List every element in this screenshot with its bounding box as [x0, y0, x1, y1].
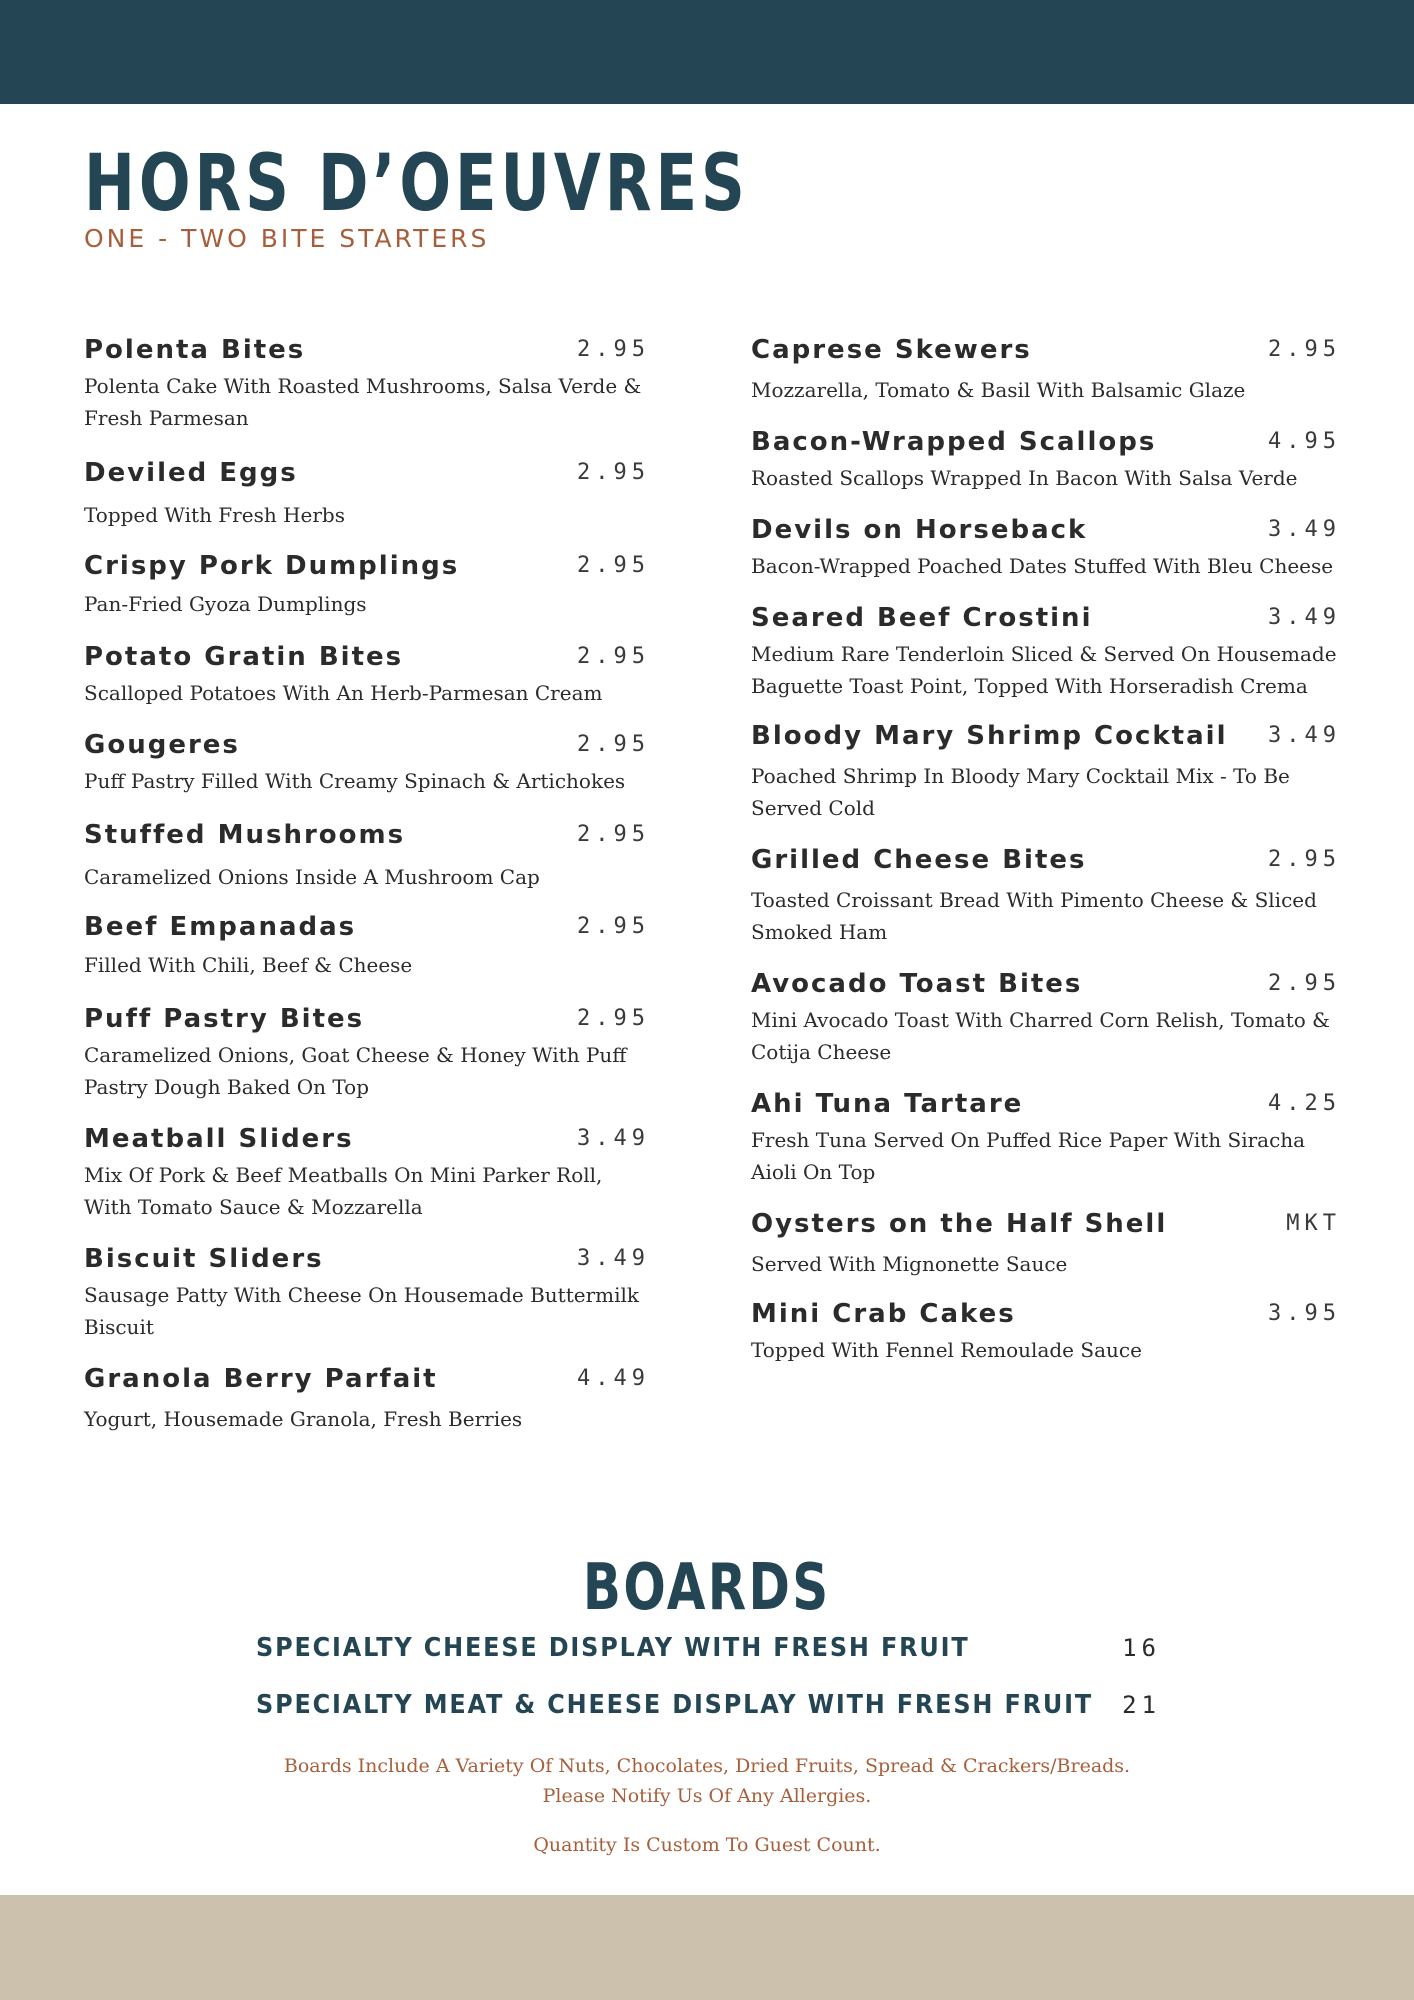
item-description: Pan-Fried Gyoza Dumplings	[84, 592, 367, 616]
item-price: 4.49	[577, 1366, 650, 1391]
item-price: 3.49	[577, 1126, 650, 1151]
item-name: Oysters on the Half Shell	[751, 1209, 1168, 1239]
menu-item	[751, 1206, 1341, 1280]
item-price: 3.49	[577, 1246, 650, 1271]
top-banner	[0, 0, 1414, 104]
right-menu-column	[751, 332, 1341, 1366]
item-name: Bacon-Wrapped Scallops	[751, 427, 1157, 457]
boards-heading-text: BOARDS	[583, 1551, 831, 1625]
item-price: 2.95	[577, 1006, 650, 1031]
item-description: Sausage Patty With Cheese On Housemade Buttermilk Biscuit	[84, 1283, 639, 1339]
item-description: Served With Mignonette Sauce	[751, 1252, 1068, 1276]
item-price: 2.95	[1268, 971, 1341, 996]
item-name: Devils on Horseback	[751, 515, 1088, 545]
item-description: Mozzarella, Tomato & Basil With Balsamic Glaze	[751, 378, 1246, 402]
menu-item	[751, 332, 1341, 406]
item-price: 3.95	[1268, 1301, 1341, 1326]
menu-item	[751, 842, 1341, 948]
item-description: Puff Pastry Filled With Creamy Spinach & Artichokes	[84, 769, 626, 793]
menu-item	[84, 1241, 650, 1343]
menu-item	[84, 1001, 650, 1103]
page-title: HORS D’OEUVRES	[84, 139, 749, 229]
menu-item	[751, 966, 1341, 1068]
menu-item	[751, 1296, 1341, 1366]
board-item	[256, 1628, 1161, 1668]
menu-item	[751, 424, 1341, 494]
item-name: Stuffed Mushrooms	[84, 820, 406, 850]
item-description: Polenta Cake With Roasted Mushrooms, Salsa Verde & Fresh Parmesan	[84, 374, 642, 430]
item-description: Yogurt, Housemade Granola, Fresh Berries	[84, 1407, 523, 1431]
item-name: Granola Berry Parfait	[84, 1364, 438, 1394]
item-name: Biscuit Sliders	[84, 1244, 324, 1274]
item-description: Topped With Fennel Remoulade Sauce	[751, 1338, 1142, 1362]
menu-item	[84, 817, 650, 893]
item-description: Poached Shrimp In Bloody Mary Cocktail Mix - To Be Served Cold	[751, 764, 1290, 820]
menu-header	[84, 140, 984, 253]
item-price: 2.95	[577, 732, 650, 757]
menu-item	[84, 727, 650, 797]
item-name: Meatball Sliders	[84, 1124, 354, 1154]
menu-item	[751, 512, 1341, 582]
allergy-note: Please Notify Us Of Any Allergies.	[542, 1785, 872, 1807]
item-price: 2.95	[577, 460, 650, 485]
bottom-banner	[0, 1895, 1414, 2000]
item-price: 4.25	[1268, 1091, 1341, 1116]
left-menu-column	[84, 332, 650, 1435]
item-name: Polenta Bites	[84, 335, 306, 365]
board-price: 16	[1122, 1634, 1161, 1662]
menu-item	[84, 639, 650, 709]
menu-item	[751, 1086, 1341, 1188]
menu-item	[84, 548, 650, 620]
item-name: Beef Empanadas	[84, 912, 357, 942]
item-price: 3.49	[1268, 723, 1341, 748]
board-item	[256, 1685, 1161, 1725]
item-price: 2.95	[577, 553, 650, 578]
item-description: Mini Avocado Toast With Charred Corn Relish, Tomato & Cotija Cheese	[751, 1008, 1330, 1064]
item-description: Caramelized Onions Inside A Mushroom Cap	[84, 865, 540, 889]
item-description: Roasted Scallops Wrapped In Bacon With Salsa Verde	[751, 466, 1298, 490]
quantity-note: Quantity Is Custom To Guest Count.	[533, 1834, 881, 1856]
menu-item	[84, 455, 650, 531]
item-description: Filled With Chili, Beef & Cheese	[84, 953, 413, 977]
item-name: Gougeres	[84, 730, 240, 760]
item-name: Puff Pastry Bites	[84, 1004, 365, 1034]
item-description: Caramelized Onions, Goat Cheese & Honey With Puff Pastry Dough Baked On Top	[84, 1043, 627, 1099]
boards-note-line: Boards Include A Variety Of Nuts, Chocolates, Dried Fruits, Spread & Crackers/Breads.	[283, 1755, 1131, 1777]
item-description: Fresh Tuna Served On Puffed Rice Paper With Siracha Aioli On Top	[751, 1128, 1306, 1184]
item-name: Grilled Cheese Bites	[751, 845, 1087, 875]
item-price: 3.49	[1268, 517, 1341, 542]
item-name: Caprese Skewers	[751, 335, 1032, 365]
item-name: Bloody Mary Shrimp Cocktail	[751, 721, 1228, 751]
boards-heading	[0, 1548, 1414, 1628]
item-name: Deviled Eggs	[84, 458, 298, 488]
item-price: MKT	[1286, 1211, 1341, 1236]
item-name: Seared Beef Crostini	[751, 603, 1093, 633]
item-description: Scalloped Potatoes With An Herb-Parmesan Cream	[84, 681, 603, 705]
item-name: Mini Crab Cakes	[751, 1299, 1016, 1329]
board-price: 21	[1122, 1691, 1161, 1719]
menu-item	[751, 600, 1341, 702]
item-price: 2.95	[577, 337, 650, 362]
menu-item	[84, 332, 650, 434]
item-price: 2.95	[1268, 337, 1341, 362]
item-description: Topped With Fresh Herbs	[84, 503, 345, 527]
item-price: 2.95	[577, 914, 650, 939]
item-description: Bacon-Wrapped Poached Dates Stuffed With Bleu Cheese	[751, 554, 1334, 578]
item-name: Ahi Tuna Tartare	[751, 1089, 1024, 1119]
item-price: 2.95	[1268, 847, 1341, 872]
item-name: Crispy Pork Dumplings	[84, 551, 460, 581]
item-name: Avocado Toast Bites	[751, 969, 1083, 999]
item-description: Medium Rare Tenderloin Sliced & Served On Housemade Baguette Toast Point, Topped With Horseradish Crema	[751, 642, 1337, 698]
board-name: SPECIALTY MEAT & CHEESE DISPLAY WITH FRESH FRUIT	[256, 1690, 1094, 1720]
menu-item	[84, 1361, 650, 1435]
board-name: SPECIALTY CHEESE DISPLAY WITH FRESH FRUIT	[256, 1633, 970, 1663]
menu-item	[84, 1121, 650, 1223]
menu-item	[751, 718, 1341, 824]
page-subtitle: ONE - TWO BITE STARTERS	[84, 224, 490, 253]
item-price: 2.95	[577, 822, 650, 847]
item-price: 4.95	[1268, 429, 1341, 454]
menu-item	[84, 909, 650, 981]
item-price: 2.95	[577, 644, 650, 669]
item-description: Toasted Croissant Bread With Pimento Cheese & Sliced Smoked Ham	[751, 888, 1317, 944]
item-name: Potato Gratin Bites	[84, 642, 404, 672]
item-description: Mix Of Pork & Beef Meatballs On Mini Parker Roll, With Tomato Sauce & Mozzarella	[84, 1163, 603, 1219]
item-price: 3.49	[1268, 605, 1341, 630]
